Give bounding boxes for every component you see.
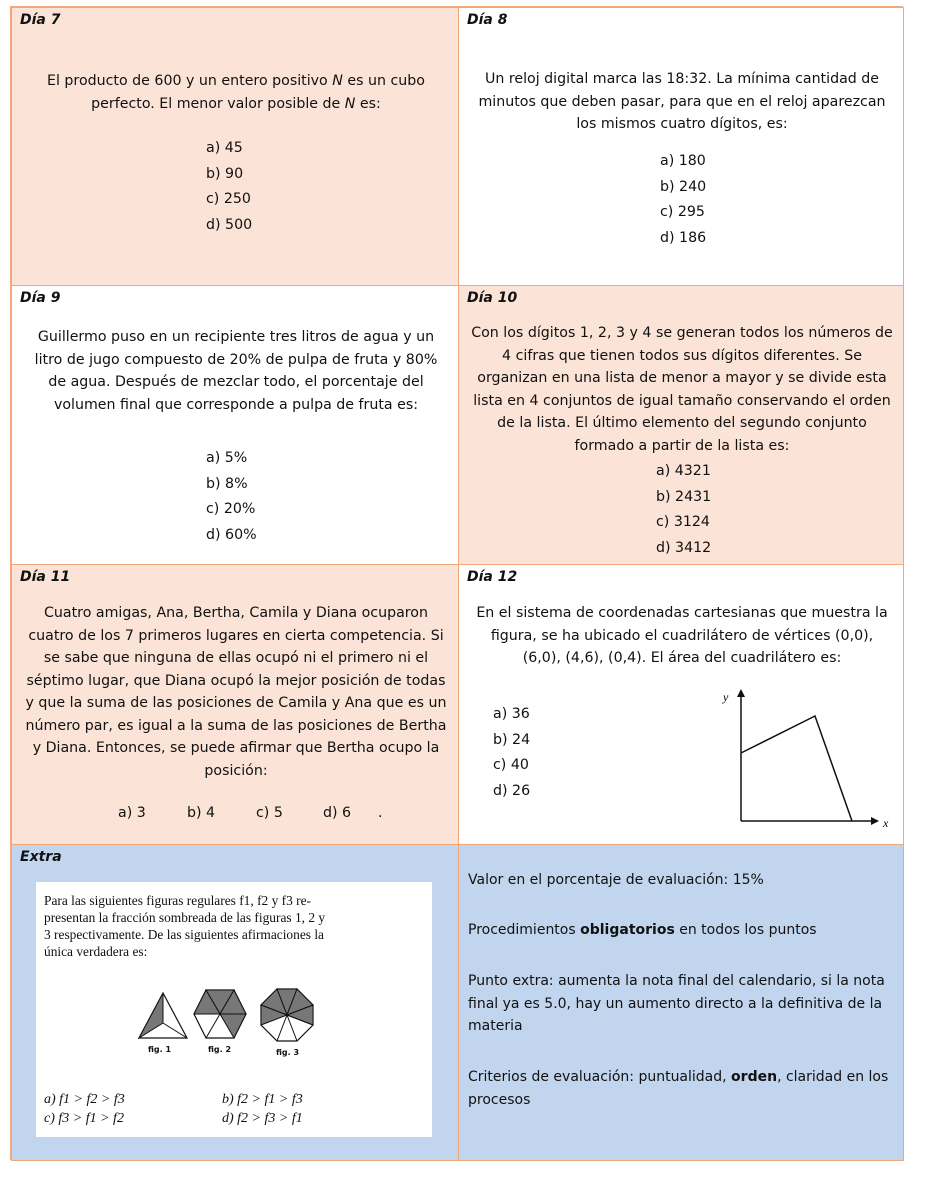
- extra-problem: [44, 892, 325, 960]
- dia9-title: Día 9: [20, 290, 61, 306]
- x-axis-label: x: [883, 816, 889, 830]
- problem-line: Guillermo puso en un recipiente tres litros de agua y un: [37, 329, 435, 345]
- option: d) 186: [660, 229, 707, 246]
- problem-line: cuatro de los 7 primeros lugares en cierta competencia. Si: [28, 627, 444, 644]
- option: a) 3: [118, 805, 146, 821]
- calendar-grid: [10, 6, 903, 1160]
- dia7-problem: [12, 70, 459, 115]
- problem-line: Para las siguientes figuras regulares f1, f2 y f3 re-: [44, 893, 311, 908]
- problem-line: Cuatro amigas, Ana, Bertha, Camila y Diana ocuparon: [44, 605, 428, 621]
- fig3-label: fig. 3: [276, 1048, 300, 1057]
- option: b) 4: [187, 805, 216, 821]
- punto-extra-text: [468, 970, 885, 1038]
- option: c) f3 > f1 > f2: [44, 1111, 124, 1126]
- option: b) 240: [660, 178, 707, 195]
- dia12-problem: [459, 602, 904, 670]
- problem-line: se sabe que ninguna de ellas ocupó ni el primero ni el: [43, 650, 429, 666]
- option: d) 500: [206, 216, 253, 233]
- option: a) 45: [206, 140, 243, 156]
- option: b) 2431: [656, 488, 712, 505]
- option: a) 36: [493, 706, 530, 722]
- problem-line: figura, se ha ubicado el cuadrilátero de vértices (0,0),: [490, 627, 874, 644]
- option: c) 5: [256, 805, 283, 821]
- dia8-title: Día 8: [467, 12, 508, 28]
- problem-line: En el sistema de coordenadas cartesianas que muestra la: [476, 605, 888, 621]
- problem-line: organizan en una lista de menor a mayor y se divide esta: [477, 370, 887, 386]
- problem-line: lista en 4 conjuntos de igual tamaño conservando el orden: [473, 392, 891, 409]
- dia11-problem: [12, 602, 459, 782]
- option: c) 3124: [656, 514, 710, 530]
- fig2-label: fig. 2: [208, 1045, 232, 1054]
- extra-problem-box: [36, 882, 432, 1137]
- dia10-problem: [459, 322, 904, 457]
- option: d) 60%: [206, 526, 257, 543]
- option: a) 4321: [656, 463, 711, 479]
- problem-line: séptimo lugar, que Diana ocupó la mejor posición de todas: [26, 672, 446, 689]
- crit-post: , claridad en los: [777, 1069, 889, 1085]
- info-cell: [458, 844, 904, 1161]
- option: b) 90: [206, 165, 244, 182]
- problem-line: minutos que deben pasar, para que en el reloj aparezcan: [478, 93, 886, 110]
- option: a) 180: [660, 153, 706, 169]
- y-axis-label: y: [723, 690, 729, 704]
- option: c) 250: [206, 191, 251, 207]
- dia11-title: Día 11: [20, 569, 71, 585]
- extra-title: Extra: [20, 849, 62, 865]
- crit-bold: orden: [731, 1069, 778, 1085]
- dia10-options: [656, 459, 711, 561]
- fig2-hexagon: [192, 986, 248, 1042]
- dia8-problem: [459, 68, 904, 136]
- quadrilateral-figure: [719, 681, 899, 831]
- problem-line: 3 respectivamente. De las siguientes afirmaciones la: [44, 927, 324, 942]
- quadrilateral: [741, 716, 852, 821]
- option: b) f2 > f1 > f3: [222, 1092, 303, 1107]
- problem-line: presentan la fracción sombreada de las figuras 1, 2 y: [44, 910, 326, 925]
- problem-line: y que la suma de las posiciones de Camila y Ana que es un: [25, 695, 447, 711]
- problem-line: Un reloj digital marca las 18:32. La mínima cantidad de: [484, 71, 880, 87]
- fig1-label: fig. 1: [148, 1045, 172, 1054]
- problem-line: número par, es igual a la suma de las posiciones de Bertha: [25, 717, 447, 734]
- option: b) 24: [493, 731, 531, 748]
- option: d) 26: [493, 782, 531, 799]
- info-line: final ya es 5.0, hay un aumento directo a la definitiva de la: [468, 995, 883, 1012]
- dia9-problem: [12, 326, 459, 416]
- dia7-line1-end: es un cubo: [342, 73, 425, 89]
- option: d) 6: [323, 805, 352, 821]
- dia7-line1: El producto de 600 y un entero positivo: [47, 73, 333, 89]
- dia12-cell: [458, 564, 904, 845]
- x-axis-arrow: [871, 817, 879, 825]
- dia9-cell: [11, 285, 459, 565]
- procedimientos-text: [468, 919, 817, 942]
- crit-line2: procesos: [468, 1091, 531, 1108]
- extra-cell: [11, 844, 459, 1161]
- dia8-options: [660, 149, 706, 251]
- problem-line: 4 cifras que tienen todos sus dígitos diferentes. Se: [502, 347, 862, 364]
- dia7-var2: N: [344, 95, 356, 112]
- problem-line: de agua. Después de mezclar todo, el porcentaje del: [48, 374, 424, 390]
- dia7-line2-end: es:: [355, 95, 381, 112]
- dia7-line2: perfecto. El menor valor posible de: [91, 95, 345, 112]
- dia9-options: [206, 446, 257, 548]
- dia11-cell: [11, 564, 459, 845]
- crit-pre: Criterios de evaluación: puntualidad,: [468, 1069, 732, 1085]
- proc-bold: obligatorios: [580, 922, 675, 938]
- problem-line: única verdadera es:: [44, 944, 148, 959]
- dia12-title: Día 12: [467, 569, 518, 585]
- option: c) 295: [660, 204, 705, 220]
- dia8-cell: [458, 7, 904, 286]
- fig3-octagon: [258, 986, 316, 1044]
- option: d) f2 > f3 > f1: [222, 1111, 303, 1126]
- problem-line: formado a partir de la lista es:: [574, 437, 790, 454]
- problem-line: Con los dígitos 1, 2, 3 y 4 se generan todos los números de: [471, 325, 893, 341]
- proc-post: en todos los puntos: [674, 922, 817, 938]
- problem-line: posición:: [204, 762, 268, 779]
- dia12-options: [493, 702, 530, 804]
- option: c) 40: [493, 757, 529, 773]
- dia7-title: Día 7: [20, 12, 61, 28]
- y-axis-arrow: [737, 689, 745, 697]
- option: a) 5%: [206, 450, 248, 466]
- option: c) 20%: [206, 501, 256, 517]
- dia10-cell: [458, 285, 904, 565]
- info-line: materia: [468, 1018, 523, 1034]
- proc-pre: Procedimientos: [468, 922, 581, 938]
- option: b) 8%: [206, 475, 248, 492]
- fig1-triangle: [136, 990, 190, 1042]
- problem-line: y Diana. Entonces, se puede afirmar que Bertha ocupo la: [32, 740, 440, 756]
- valor-text: Valor en el porcentaje de evaluación: 15%: [468, 872, 764, 888]
- info-line: Punto extra: aumenta la nota final del calendario, si la nota: [468, 973, 885, 989]
- trailing-dot: .: [378, 805, 383, 821]
- criterios-text: [468, 1066, 888, 1111]
- problem-line: de la lista. El último elemento del segundo conjunto: [497, 415, 867, 431]
- dia10-title: Día 10: [467, 290, 518, 306]
- problem-line: volumen final que corresponde a pulpa de fruta es:: [53, 396, 419, 413]
- problem-line: (6,0), (4,6), (0,4). El área del cuadrilátero es:: [522, 650, 842, 666]
- dia7-options: [206, 136, 252, 238]
- option: a) f1 > f2 > f3: [44, 1092, 125, 1107]
- option: d) 3412: [656, 539, 712, 556]
- problem-line: los mismos cuatro dígitos, es:: [576, 116, 788, 132]
- problem-line: litro de jugo compuesto de 20% de pulpa de fruta y 80%: [34, 351, 438, 368]
- dia7-var: N: [332, 73, 343, 89]
- dia7-cell: [11, 7, 459, 286]
